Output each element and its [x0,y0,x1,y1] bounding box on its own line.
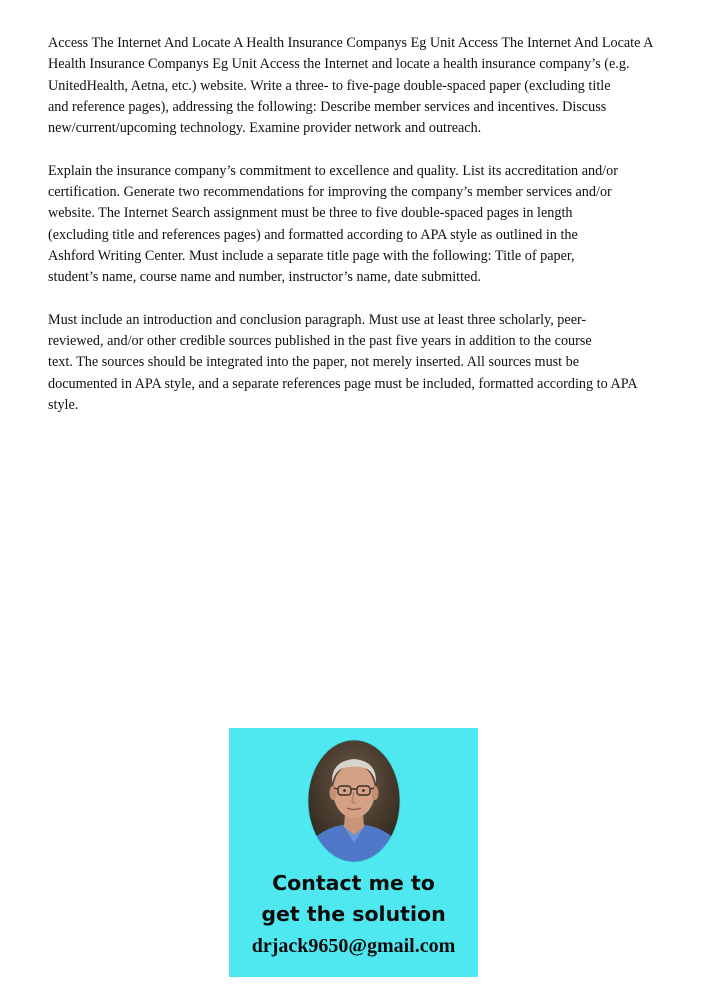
text-line: Access The Internet And Locate A Health Insurance Companys Eg Unit Access The Internet And Locate A [48,35,654,51]
paragraph-1 [48,33,678,139]
ad-headline-line-2: get the solution [261,902,446,926]
text-line: (excluding title and references pages) and formatted according to APA style as outlined in the [48,226,578,243]
text-line: text. The sources should be integrated into the paper, not merely inserted. All sources must be [48,354,580,371]
text-line: new/current/upcoming technology. Examine provider network and outreach. [48,120,482,137]
paragraph-3 [48,310,678,416]
ad-headline-line-1: Contact me to [272,871,435,895]
text-line: certification. Generate two recommendations for improving the company’s member services and/or [48,184,612,201]
contact-email-link[interactable]: drjack9650@gmail.com [251,935,456,957]
text-line: Health Insurance Companys Eg Unit Access the Internet and locate a health insurance company’s (e.g. [48,56,630,73]
text-line: website. The Internet Search assignment must be three to five double-spaced pages in length [48,205,573,222]
person-portrait-icon [307,739,401,863]
ad-headline [229,868,478,930]
text-line: Explain the insurance company’s commitment to excellence and quality. List its accreditation and/or [48,162,618,179]
text-line: style. [48,397,79,414]
contact-ad-banner[interactable] [229,728,478,977]
text-line: reviewed, and/or other credible sources published in the past five years in addition to the course [48,333,592,350]
text-line: student’s name, course name and number, instructor’s name, date submitted. [48,269,481,286]
text-line: and reference pages), addressing the following: Describe member services and incentives. Discuss [48,98,607,115]
text-line: documented in APA style, and a separate references page must be included, formatted according to APA [48,375,638,392]
document-body [48,33,678,438]
text-line: Must include an introduction and conclusion paragraph. Must use at least three scholarly, peer- [48,311,587,328]
text-line: UnitedHealth, Aetna, etc.) website. Write a three- to five-page double-spaced paper (excluding title [48,77,611,94]
paragraph-2 [48,161,678,289]
text-line: Ashford Writing Center. Must include a separate title page with the following: Title of paper, [48,247,575,264]
